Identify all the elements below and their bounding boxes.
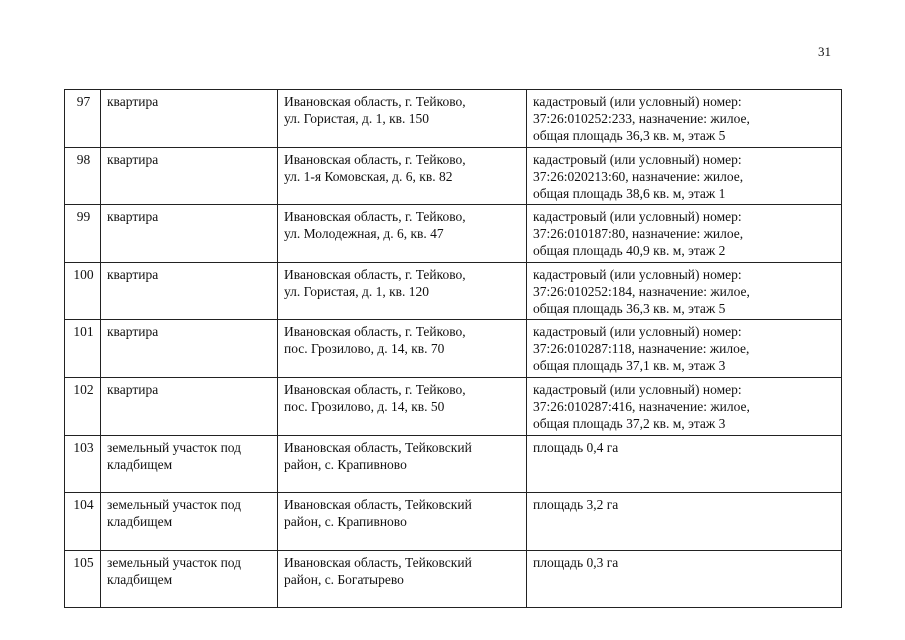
property-details: [527, 550, 842, 608]
table-row: [65, 377, 842, 435]
property-type-line: кладбищем: [107, 571, 173, 587]
property-details: [527, 262, 842, 320]
property-type: [101, 147, 278, 205]
row-number: 104: [65, 493, 101, 551]
property-details: [527, 377, 842, 435]
property-details-line: 37:26:020213:60, назначение: жилое,: [533, 168, 744, 184]
property-address-line: район, с. Крапивново: [284, 456, 407, 472]
property-details-line: общая площадь 38,6 кв. м, этаж 1: [533, 185, 726, 201]
property-type-line: кладбищем: [107, 514, 173, 530]
table-row: [65, 320, 842, 378]
property-details-line: кадастровый (или условный) номер:: [533, 381, 742, 397]
property-type: [101, 377, 278, 435]
property-details-line: кадастровый (или условный) номер:: [533, 209, 742, 225]
table-row: [65, 493, 842, 551]
row-number: 99: [65, 205, 101, 263]
property-address-line: ул. Гористая, д. 1, кв. 120: [284, 283, 430, 299]
property-details-line: площадь 0,3 га: [533, 554, 619, 570]
property-address-line: Ивановская область, г. Тейково,: [284, 266, 466, 282]
property-address: [278, 320, 527, 378]
property-details-line: общая площадь 36,3 кв. м, этаж 5: [533, 128, 726, 143]
property-address-line: Ивановская область, г. Тейково,: [284, 209, 466, 225]
property-type-line: кладбищем: [107, 456, 173, 472]
row-number: 101: [65, 320, 101, 378]
property-details-line: 37:26:010287:118, назначение: жилое,: [533, 341, 750, 357]
property-details-line: 37:26:010187:80, назначение: жилое,: [533, 226, 744, 242]
property-details-line: 37:26:010252:233, назначение: жилое,: [533, 111, 750, 126]
property-address: [278, 493, 527, 551]
property-details: [527, 90, 842, 148]
property-address: [278, 435, 527, 493]
property-type: [101, 205, 278, 263]
property-details: [527, 320, 842, 378]
property-details-line: кадастровый (или условный) номер:: [533, 324, 742, 340]
property-type-line: квартира: [107, 151, 159, 167]
property-type: [101, 262, 278, 320]
property-details: [527, 435, 842, 493]
property-address-line: Ивановская область, г. Тейково,: [284, 324, 466, 340]
table-row: [65, 262, 842, 320]
property-type-line: земельный участок под: [107, 554, 242, 570]
property-type: [101, 493, 278, 551]
property-type-line: квартира: [107, 324, 159, 340]
property-address: [278, 205, 527, 263]
property-details-line: кадастровый (или условный) номер:: [533, 94, 742, 109]
property-address: [278, 550, 527, 608]
property-details: [527, 205, 842, 263]
property-details: [527, 147, 842, 205]
table-row: [65, 550, 842, 608]
property-type-line: земельный участок под: [107, 439, 242, 455]
property-details-line: площадь 0,4 га: [533, 439, 619, 455]
property-type-line: квартира: [107, 94, 159, 109]
property-address: [278, 262, 527, 320]
table-row: [65, 90, 842, 148]
property-address: [278, 377, 527, 435]
property-address-line: Ивановская область, Тейковский: [284, 497, 472, 513]
property-address-line: район, с. Крапивново: [284, 514, 407, 530]
property-type-line: квартира: [107, 209, 159, 225]
property-address-line: ул. Молодежная, д. 6, кв. 47: [284, 226, 444, 242]
property-details-line: общая площадь 40,9 кв. м, этаж 2: [533, 243, 726, 259]
property-details: [527, 493, 842, 551]
property-type-line: земельный участок под: [107, 497, 242, 513]
property-type-line: квартира: [107, 381, 159, 397]
property-type-line: квартира: [107, 266, 159, 282]
property-details-line: кадастровый (или условный) номер:: [533, 266, 742, 282]
property-details-line: общая площадь 37,2 кв. м, этаж 3: [533, 415, 726, 431]
property-details-line: 37:26:010287:416, назначение: жилое,: [533, 398, 750, 414]
row-number: 103: [65, 435, 101, 493]
property-details-line: площадь 3,2 га: [533, 497, 619, 513]
property-address-line: район, с. Богатырево: [284, 571, 404, 587]
row-number: 102: [65, 377, 101, 435]
property-address: [278, 147, 527, 205]
row-number: 105: [65, 550, 101, 608]
property-details-line: общая площадь 37,1 кв. м, этаж 3: [533, 358, 726, 374]
property-type: [101, 435, 278, 493]
property-address-line: Ивановская область, г. Тейково,: [284, 381, 466, 397]
property-details-line: кадастровый (или условный) номер:: [533, 151, 742, 167]
property-type: [101, 90, 278, 148]
property-address-line: пос. Грозилово, д. 14, кв. 70: [284, 341, 445, 357]
page-number: 31: [818, 44, 831, 59]
property-address-line: ул. Гористая, д. 1, кв. 150: [284, 111, 430, 126]
property-address-line: Ивановская область, г. Тейково,: [284, 151, 466, 167]
table-row: [65, 147, 842, 205]
property-address-line: ул. 1-я Комовская, д. 6, кв. 82: [284, 168, 453, 184]
property-address-line: Ивановская область, Тейковский: [284, 439, 472, 455]
property-table: [64, 89, 842, 608]
row-number: 98: [65, 147, 101, 205]
table-row: [65, 435, 842, 493]
table-row: [65, 205, 842, 263]
row-number: 100: [65, 262, 101, 320]
property-type: [101, 320, 278, 378]
row-number: 97: [65, 90, 101, 148]
property-details-line: 37:26:010252:184, назначение: жилое,: [533, 283, 750, 299]
property-address-line: пос. Грозилово, д. 14, кв. 50: [284, 398, 445, 414]
property-address: [278, 90, 527, 148]
property-type: [101, 550, 278, 608]
property-address-line: Ивановская область, Тейковский: [284, 554, 472, 570]
property-address-line: Ивановская область, г. Тейково,: [284, 94, 466, 109]
property-table-body: [65, 90, 842, 608]
property-details-line: общая площадь 36,3 кв. м, этаж 5: [533, 300, 726, 316]
